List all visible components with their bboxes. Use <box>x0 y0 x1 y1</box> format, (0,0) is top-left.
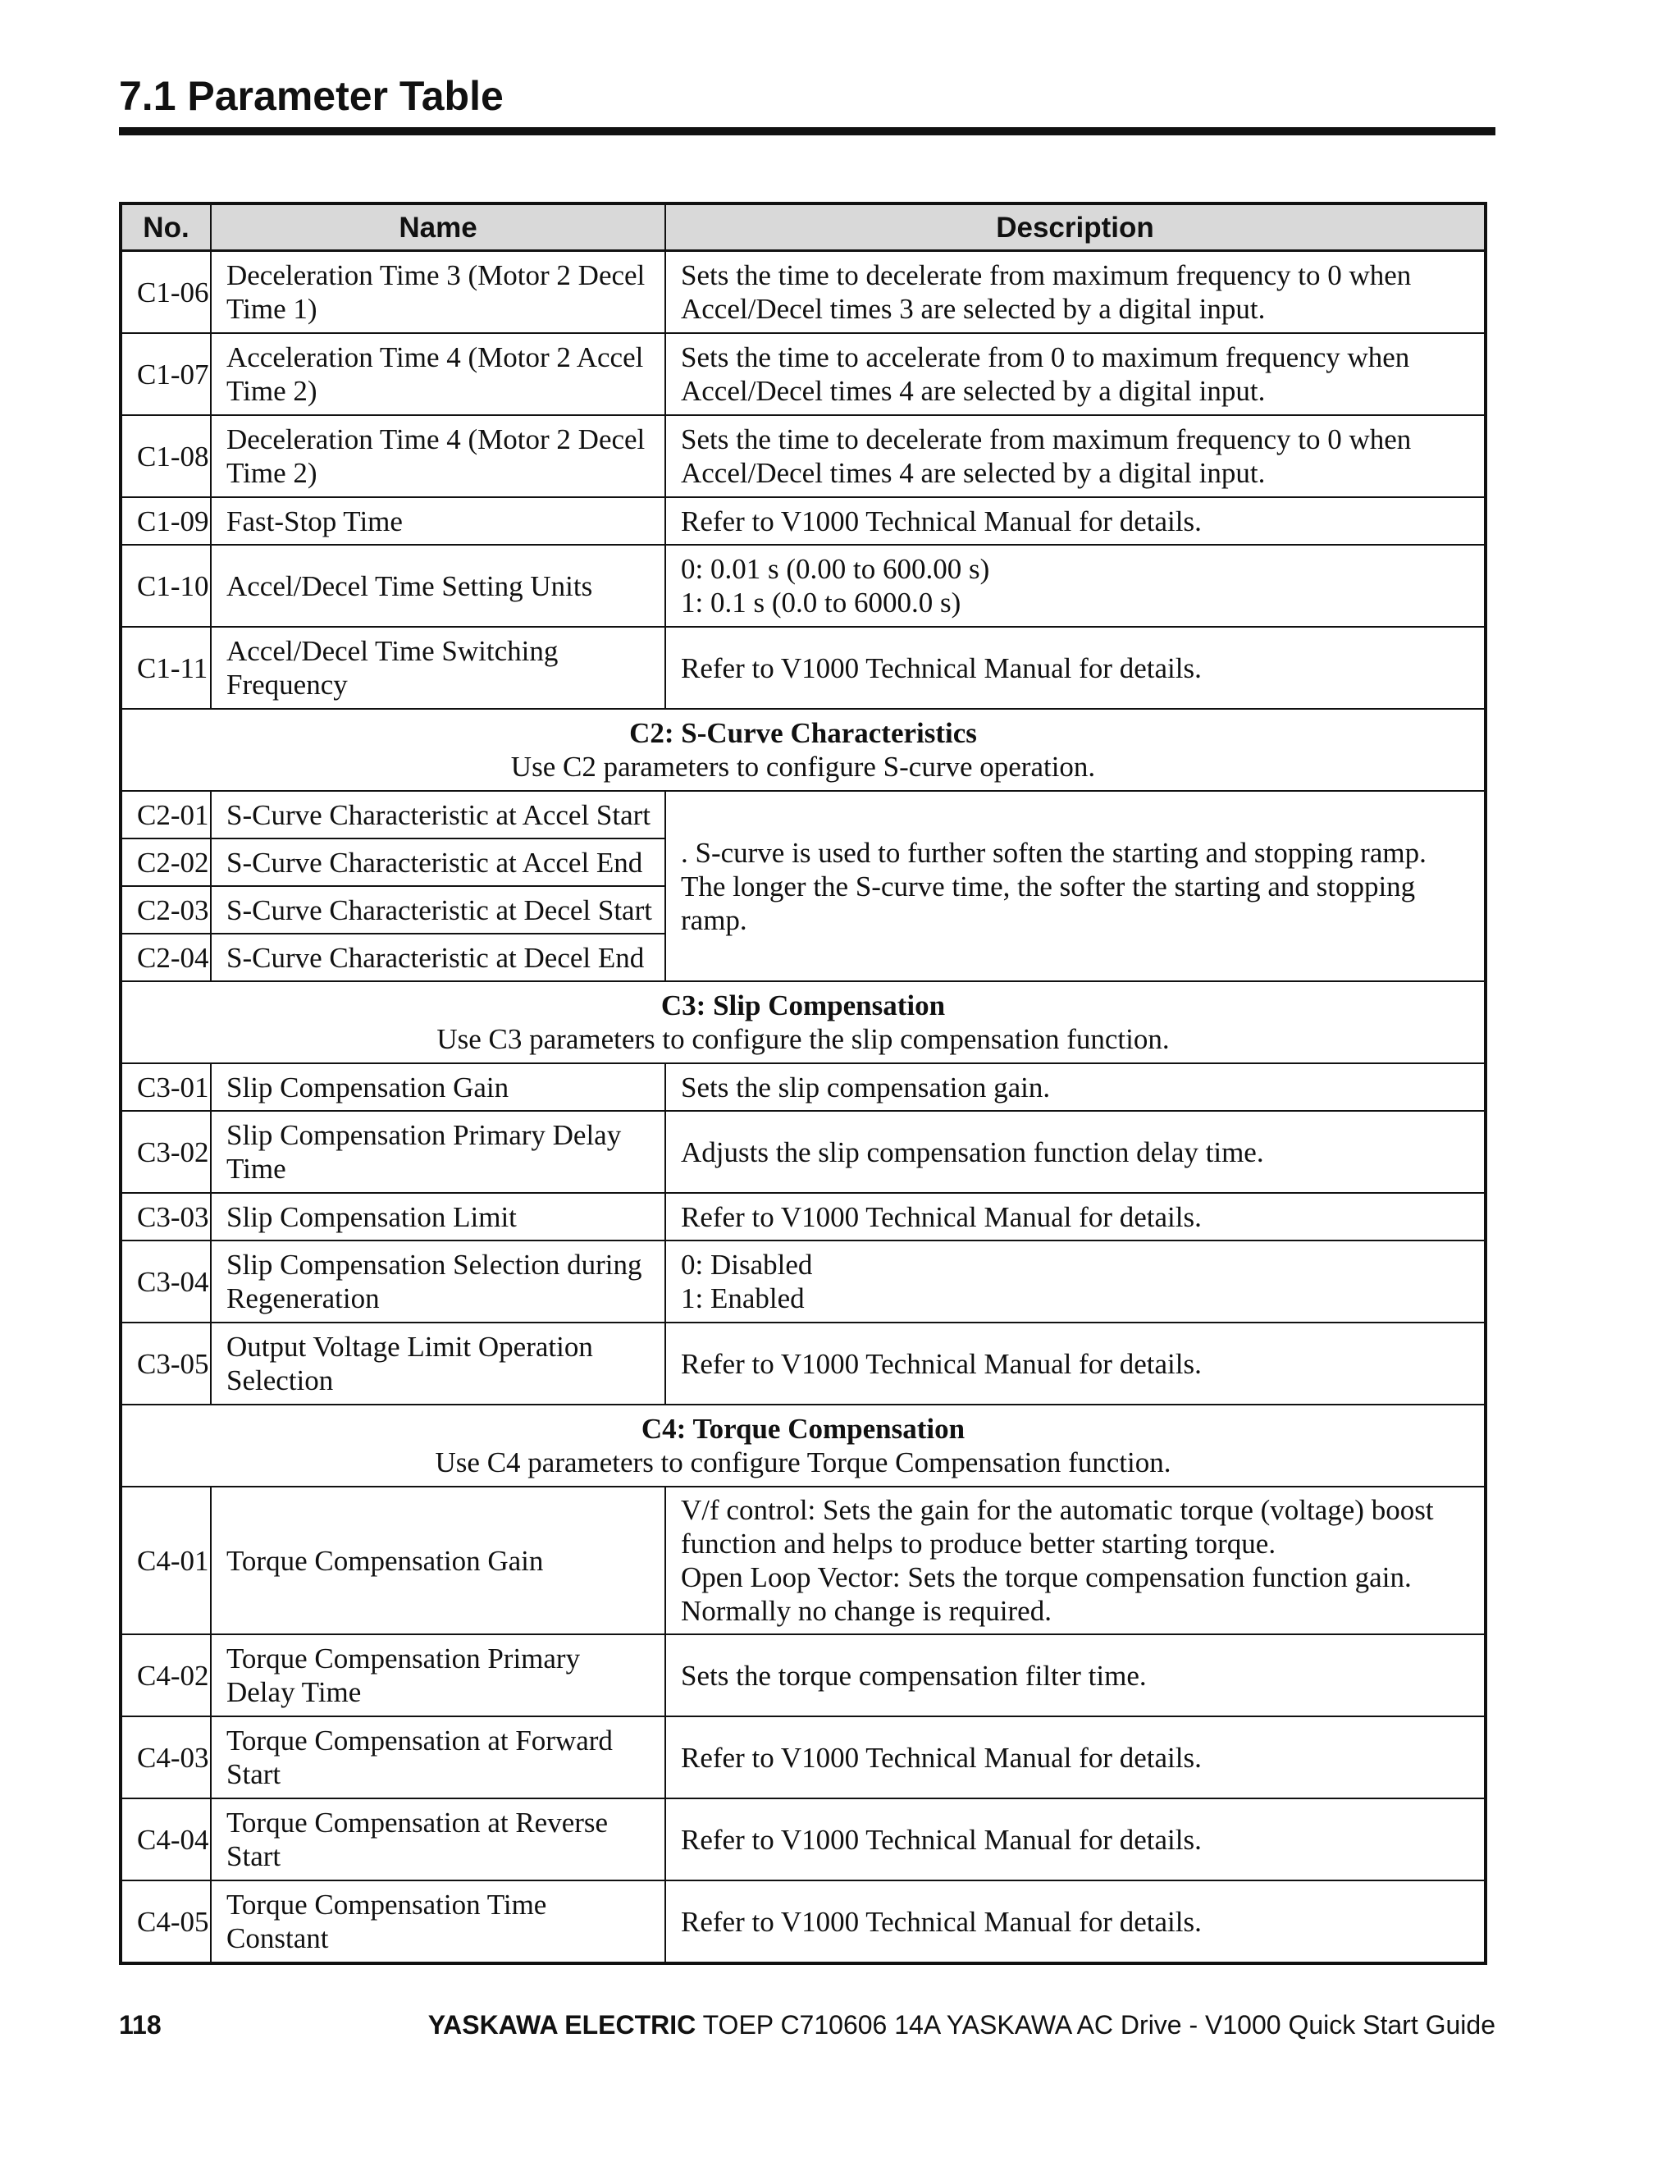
section-row-c3 <box>121 981 1486 1063</box>
header-no: No. <box>121 203 211 251</box>
param-description: Refer to V1000 Technical Manual for details. <box>665 497 1486 545</box>
param-name: Slip Compensation Limit <box>211 1193 665 1240</box>
section-cell <box>121 1405 1486 1487</box>
description-line: 0: Disabled <box>681 1249 813 1281</box>
description-line: 0: 0.01 s (0.00 to 600.00 s) <box>681 553 990 585</box>
param-name: S-Curve Characteristic at Decel Start <box>211 886 665 934</box>
param-name: Torque Compensation Gain <box>211 1487 665 1634</box>
section-cell <box>121 709 1486 791</box>
param-no: C1-11 <box>121 627 211 709</box>
header-description: Description <box>665 203 1486 251</box>
table-row <box>121 1716 1486 1798</box>
param-no: C2-02 <box>121 838 211 886</box>
table-row <box>121 251 1486 334</box>
parameter-table <box>119 202 1487 1965</box>
param-description <box>665 1240 1486 1323</box>
param-name: Output Voltage Limit Operation Selection <box>211 1323 665 1405</box>
table-row <box>121 1111 1486 1193</box>
param-no: C3-03 <box>121 1193 211 1240</box>
table-row <box>121 627 1486 709</box>
param-name: Accel/Decel Time Setting Units <box>211 545 665 627</box>
table-row <box>121 333 1486 415</box>
param-description: Refer to V1000 Technical Manual for details. <box>665 1798 1486 1880</box>
param-no: C3-02 <box>121 1111 211 1193</box>
param-description: Refer to V1000 Technical Manual for details. <box>665 1323 1486 1405</box>
param-description: Refer to V1000 Technical Manual for details. <box>665 1716 1486 1798</box>
param-name: S-Curve Characteristic at Accel Start <box>211 791 665 838</box>
param-name: Torque Compensation at Reverse Start <box>211 1798 665 1880</box>
param-description: Sets the slip compensation gain. <box>665 1063 1486 1111</box>
header-name: Name <box>211 203 665 251</box>
param-no: C4-02 <box>121 1634 211 1716</box>
description-line: 1: 0.1 s (0.0 to 6000.0 s) <box>681 587 961 619</box>
table-row <box>121 1193 1486 1240</box>
param-no: C3-05 <box>121 1323 211 1405</box>
footer-title <box>428 2010 1495 2040</box>
param-description <box>665 1487 1486 1634</box>
footer-brand: YASKAWA ELECTRIC <box>427 2010 696 2040</box>
param-name: S-Curve Characteristic at Decel End <box>211 934 665 981</box>
param-no: C1-09 <box>121 497 211 545</box>
page-number: 118 <box>119 2010 162 2040</box>
table-row <box>121 1634 1486 1716</box>
param-name: S-Curve Characteristic at Accel End <box>211 838 665 886</box>
param-no: C2-04 <box>121 934 211 981</box>
section-subtitle: Use C3 parameters to configure the slip compensation function. <box>436 1023 1170 1055</box>
param-no: C3-04 <box>121 1240 211 1323</box>
param-description: Sets the time to accelerate from 0 to maximum frequency when Accel/Decel times 4 are selected by a digital input. <box>665 333 1486 415</box>
table-header-row <box>121 203 1486 251</box>
table-row <box>121 1240 1486 1323</box>
param-description <box>665 545 1486 627</box>
param-no: C4-03 <box>121 1716 211 1798</box>
param-no: C1-08 <box>121 415 211 497</box>
section-row-c2 <box>121 709 1486 791</box>
table-row <box>121 545 1486 627</box>
param-description: Sets the time to decelerate from maximum frequency to 0 when Accel/Decel times 3 are selected by a digital input. <box>665 251 1486 334</box>
param-no: C4-04 <box>121 1798 211 1880</box>
param-no: C4-05 <box>121 1880 211 1963</box>
section-row-c4 <box>121 1405 1486 1487</box>
param-description: Refer to V1000 Technical Manual for details. <box>665 627 1486 709</box>
param-name: Slip Compensation Primary Delay Time <box>211 1111 665 1193</box>
param-name: Deceleration Time 4 (Motor 2 Decel Time 2) <box>211 415 665 497</box>
section-title: C2: S-Curve Characteristics <box>629 717 977 749</box>
param-name: Torque Compensation at Forward Start <box>211 1716 665 1798</box>
param-description: . S-curve is used to further soften the starting and stopping ramp. The longer the S-curve time, the softer the starting and stopping ramp. <box>665 791 1486 981</box>
param-no: C1-07 <box>121 333 211 415</box>
param-name: Torque Compensation Time Constant <box>211 1880 665 1963</box>
table-row <box>121 1063 1486 1111</box>
description-line: 1: Enabled <box>681 1282 805 1314</box>
param-no: C1-10 <box>121 545 211 627</box>
description-line: V/f control: Sets the gain for the automatic torque (voltage) boost function and helps to produce better starting torque. <box>681 1494 1434 1560</box>
param-description: Sets the time to decelerate from maximum frequency to 0 when Accel/Decel times 4 are selected by a digital input. <box>665 415 1486 497</box>
param-no: C4-01 <box>121 1487 211 1634</box>
table-row <box>121 1880 1486 1963</box>
param-name: Torque Compensation Primary Delay Time <box>211 1634 665 1716</box>
param-description: Adjusts the slip compensation function delay time. <box>665 1111 1486 1193</box>
section-title: C3: Slip Compensation <box>660 989 946 1021</box>
table-row <box>121 497 1486 545</box>
table-row <box>121 1323 1486 1405</box>
table-row <box>121 791 1486 838</box>
param-description: Refer to V1000 Technical Manual for details. <box>665 1193 1486 1240</box>
footer-doc-title: TOEP C710606 14A YASKAWA AC Drive - V1000 Quick Start Guide <box>696 2010 1495 2040</box>
description-line: Open Loop Vector: Sets the torque compensation function gain. Normally no change is required. <box>681 1561 1412 1627</box>
param-name: Slip Compensation Selection during Regeneration <box>211 1240 665 1323</box>
table-row <box>121 1798 1486 1880</box>
section-subtitle: Use C2 parameters to configure S-curve operation. <box>510 751 1096 783</box>
param-name: Acceleration Time 4 (Motor 2 Accel Time 2) <box>211 333 665 415</box>
heading-rule <box>119 127 1495 135</box>
table-row <box>121 1487 1486 1634</box>
param-name: Deceleration Time 3 (Motor 2 Decel Time 1) <box>211 251 665 334</box>
param-no: C2-01 <box>121 791 211 838</box>
param-name: Slip Compensation Gain <box>211 1063 665 1111</box>
page-footer <box>119 2010 1495 2046</box>
section-cell <box>121 981 1486 1063</box>
table-row <box>121 415 1486 497</box>
param-name: Fast-Stop Time <box>211 497 665 545</box>
param-description: Refer to V1000 Technical Manual for details. <box>665 1880 1486 1963</box>
param-name: Accel/Decel Time Switching Frequency <box>211 627 665 709</box>
param-no: C2-03 <box>121 886 211 934</box>
section-subtitle: Use C4 parameters to configure Torque Compensation function. <box>435 1446 1171 1478</box>
param-description: Sets the torque compensation filter time. <box>665 1634 1486 1716</box>
param-no: C1-06 <box>121 251 211 334</box>
section-heading: 7.1 Parameter Table <box>119 73 504 119</box>
section-title: C4: Torque Compensation <box>641 1413 966 1445</box>
param-no: C3-01 <box>121 1063 211 1111</box>
